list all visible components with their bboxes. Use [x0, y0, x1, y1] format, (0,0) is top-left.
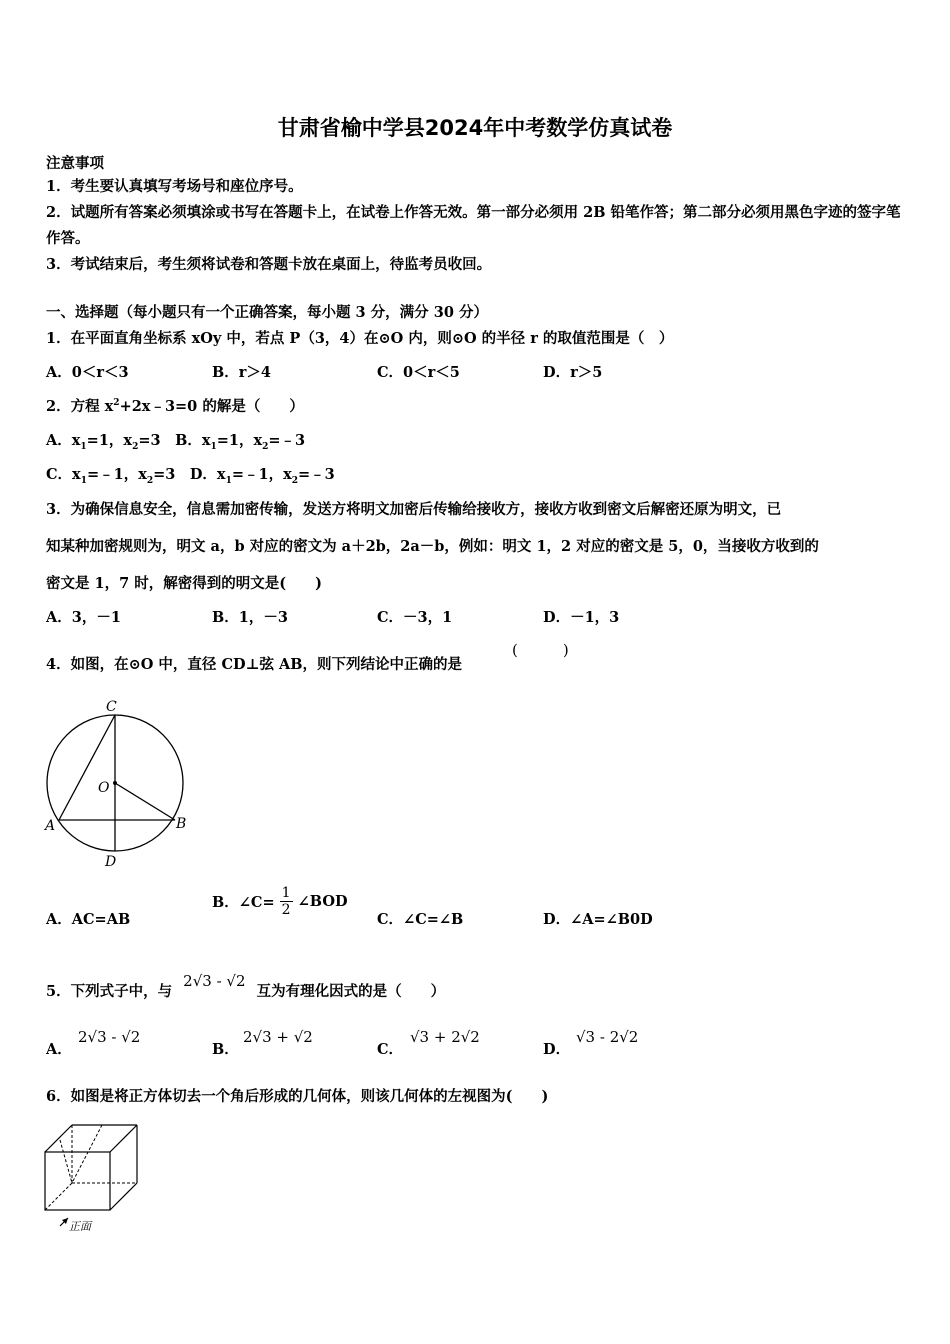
q3-option-a: A．3，－1: [46, 609, 121, 626]
q3-option-b: B．1，－3: [212, 609, 288, 626]
label-b: B: [176, 816, 187, 832]
q3-line-1: 3．为确保信息安全，信息需加密传输，发送方将明文加密后传输给接收方，接收方收到密文后解密还原为明文，已: [46, 501, 782, 518]
q6-cube-figure: [40, 1120, 150, 1235]
q3-line-2: 知某种加密规则为，明文 a，b 对应的密文为 a＋2b，2a－b，例如：明文 1，2 对应的密文是 5，0，当接收方收到的: [46, 538, 819, 555]
q4-option-a: A．AC=AB: [46, 911, 131, 928]
q2-options-ab: A．$x_1=1$，$x_2=3$ B．$x_1=1$，$x_2=﹣3$: [46, 432, 306, 452]
q5-option-a-expr: 2√3 - √2: [78, 1028, 141, 1046]
q4-answer-paren: ( ): [512, 641, 569, 659]
q5-expression: 2√3 - √2: [183, 972, 246, 990]
q4-circle-figure: [40, 695, 200, 870]
center-point: [113, 781, 117, 785]
cube-front-face: [45, 1152, 110, 1210]
notice-heading: 注意事项: [46, 155, 104, 172]
q5-option-c: C．: [377, 1041, 404, 1058]
q5-option-b-expr: 2√3 + √2: [243, 1028, 313, 1046]
q1-stem: 1．在平面直角坐标系 xOy 中，若点 P（3，4）在⊙O 内，则⊙O 的半径 r 的取值范围是（ ）: [46, 330, 674, 347]
page-title: 甘肃省榆中学县2024年中考数学仿真试卷: [277, 116, 673, 140]
notice-item-1: 1．考生要认真填写考场号和座位序号。: [46, 178, 303, 195]
q6-stem: 6．如图是将正方体切去一个角后形成的几何体，则该几何体的左视图为( ): [46, 1088, 549, 1105]
q1-option-a: A．0＜r＜3: [46, 364, 129, 381]
label-c: C: [106, 699, 117, 715]
fraction-one-half: $\frac{1}{2}$: [281, 885, 291, 918]
section-heading: 一、选择题（每小题只有一个正确答案，每小题 3 分，满分 30 分）: [46, 304, 488, 321]
q1-option-d: D．r＞5: [543, 364, 603, 381]
q3-option-d: D．－1，3: [543, 609, 620, 626]
q5-option-b: B．: [212, 1041, 239, 1058]
segment-ac: [59, 715, 115, 820]
notice-item-2: 2．试题所有答案必须填涂或书写在答题卡上，在试卷上作答无效。第一部分必须用 2B 铅笔作答；第二部分必须用黑色字迹的签字笔作答。: [46, 204, 901, 247]
q2-options-cd: C．$x_1=﹣1$，$x_2=3$ D．$x_1=﹣1$，$x_2=﹣3$: [46, 466, 335, 486]
q4-option-c: C．∠C=∠B: [377, 911, 464, 928]
q5-option-d: D．: [543, 1041, 571, 1058]
q5-stem: 5．下列式子中，与 2√3 - √2 互为有理化因式的是（ ）: [46, 972, 446, 1000]
q5-option-d-expr: √3 - 2√2: [576, 1028, 639, 1046]
q4-stem: 4．如图，在⊙O 中，直径 CD⊥弦 AB，则下列结论中正确的是: [46, 656, 463, 673]
q3-option-c: C．－3，1: [377, 609, 453, 626]
notice-item-3: 3．考试结束后，考生须将试卷和答题卡放在桌面上，待监考员收回。: [46, 256, 492, 273]
label-o: O: [98, 780, 110, 796]
q2-stem: 2．方程 $x^2+2x﹣3=0$ 的解是（ ）: [46, 398, 304, 415]
q1-option-b: B．r＞4: [212, 364, 271, 381]
q4-option-d: D．∠A=∠B0D: [543, 911, 653, 928]
label-a: A: [45, 818, 56, 834]
label-d: D: [105, 854, 117, 870]
q5-option-c-expr: √3 + 2√2: [410, 1028, 480, 1046]
q4-option-b: B．∠C= $\frac{1}{2}$ ∠BOD: [212, 885, 348, 918]
q1-option-c: C．0＜r＜5: [377, 364, 460, 381]
front-label: 正面: [69, 1220, 91, 1233]
q3-line-3: 密文是 1，7 时，解密得到的明文是( ): [46, 575, 322, 592]
segment-ob: [115, 783, 175, 820]
q5-option-a: A．: [46, 1041, 72, 1058]
